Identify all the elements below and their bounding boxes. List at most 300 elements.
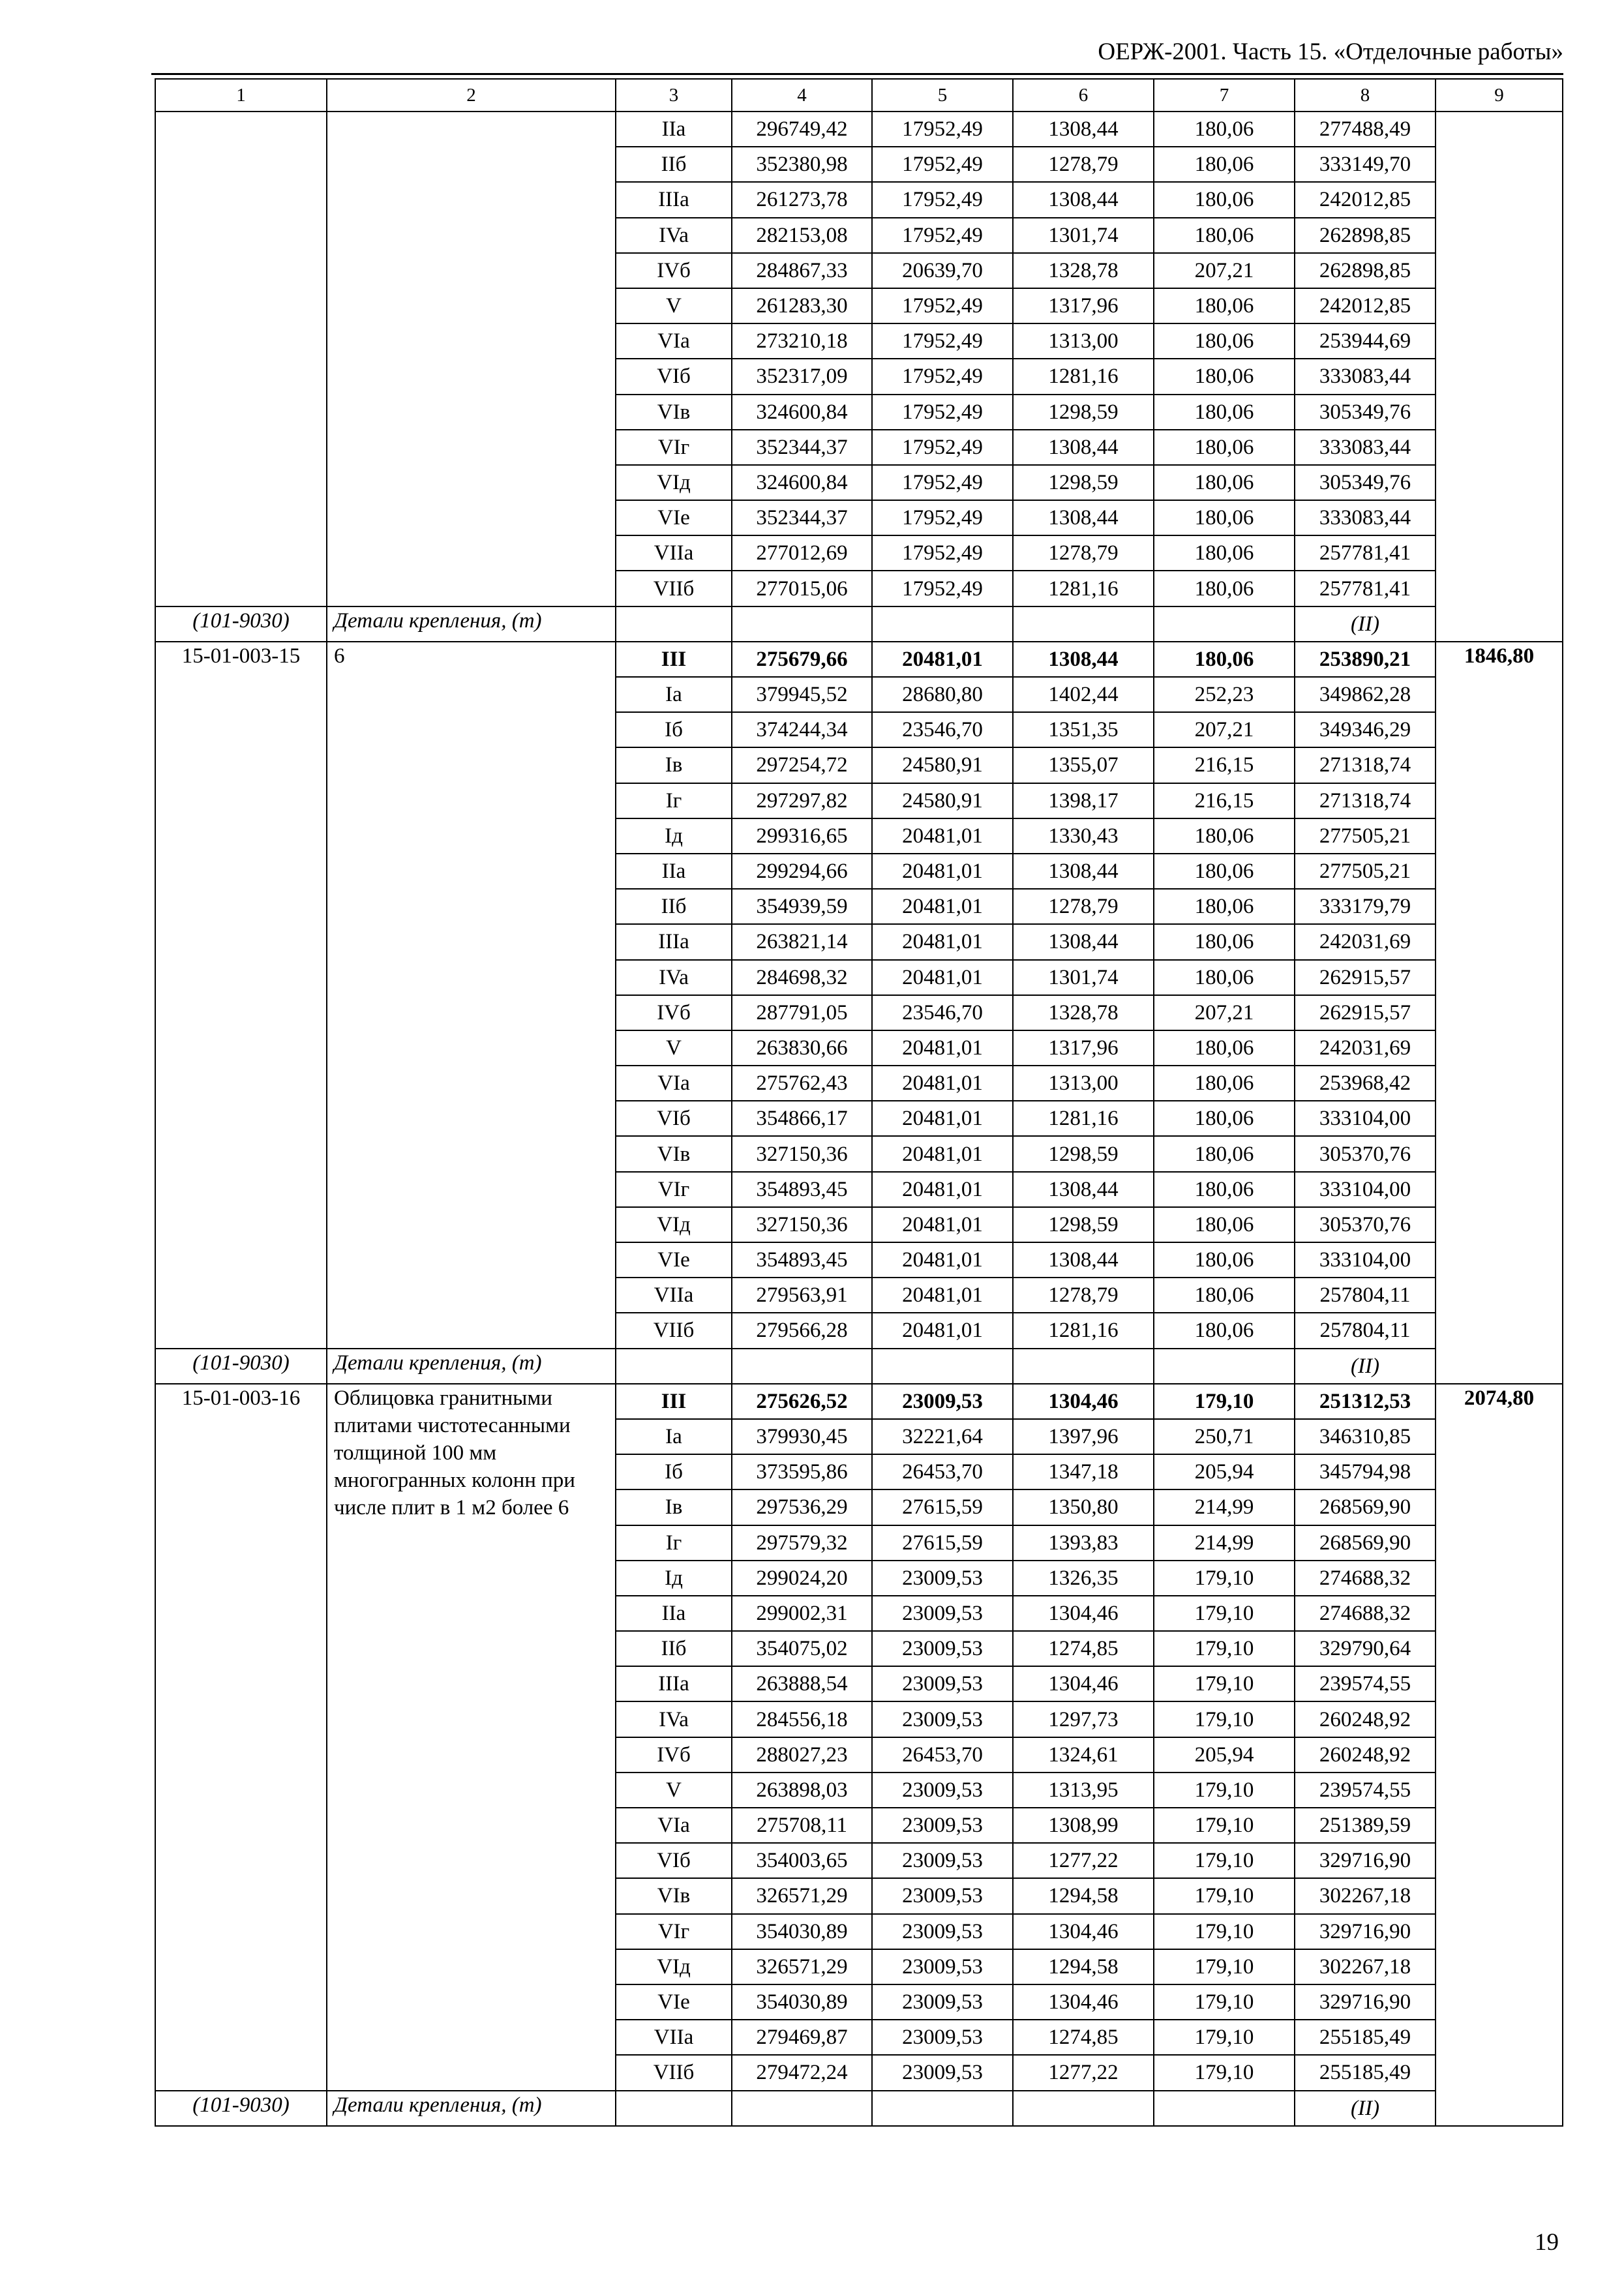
wages: 26453,70 (872, 1737, 1013, 1773)
machine-operation: 1308,44 (1013, 182, 1154, 217)
machine-operation: 1402,44 (1013, 677, 1154, 712)
machinist-wages: 207,21 (1154, 253, 1295, 288)
machinist-wages: 180,06 (1154, 535, 1295, 571)
total-cost: 282153,08 (732, 218, 872, 253)
machine-operation: 1304,46 (1013, 1596, 1154, 1631)
machinist-wages: 180,06 (1154, 1066, 1295, 1101)
total-cost: 354075,02 (732, 1631, 872, 1666)
total-cost: 324600,84 (732, 395, 872, 430)
wages: 20481,01 (872, 642, 1013, 677)
empty-cell (616, 2091, 732, 2126)
zone-code: VIб (616, 1101, 732, 1136)
machinist-wages: 179,10 (1154, 1666, 1295, 1701)
machine-operation: 1355,07 (1013, 747, 1154, 783)
zone-code: VIв (616, 1136, 732, 1171)
total-cost: 288027,23 (732, 1737, 872, 1773)
wages: 23009,53 (872, 1808, 1013, 1843)
wages: 17952,49 (872, 323, 1013, 359)
zone-code: VIIa (616, 1278, 732, 1313)
materials-cost: 333104,00 (1295, 1101, 1436, 1136)
resource-note (1295, 606, 1436, 642)
wages: 17952,49 (872, 359, 1013, 394)
wages: 20481,01 (872, 1030, 1013, 1066)
resource-note-text: (II) (1351, 1354, 1379, 1378)
materials-cost: 305349,76 (1295, 395, 1436, 430)
total-cost: 354030,89 (732, 1914, 872, 1949)
machinist-wages: 180,06 (1154, 218, 1295, 253)
wages: 24580,91 (872, 783, 1013, 818)
work-description: 6 (334, 644, 345, 668)
machinist-wages: 205,94 (1154, 1737, 1295, 1773)
zone-code: VIIб (616, 1313, 732, 1348)
total-cost: 275762,43 (732, 1066, 872, 1101)
total-cost: 352344,37 (732, 500, 872, 535)
zone-code: IIIa (616, 182, 732, 217)
page-number: 19 (1535, 2229, 1559, 2256)
wages: 17952,49 (872, 500, 1013, 535)
materials-cost: 349346,29 (1295, 712, 1436, 747)
total-cost: 277015,06 (732, 571, 872, 606)
resource-note (1295, 2091, 1436, 2126)
zone-code: VIa (616, 323, 732, 359)
resource-description (327, 606, 616, 642)
zone-code: IVб (616, 253, 732, 288)
zone-code: IVб (616, 995, 732, 1030)
zone-code: V (616, 1773, 732, 1808)
materials-cost: 271318,74 (1295, 783, 1436, 818)
materials-cost: 257781,41 (1295, 571, 1436, 606)
wages: 17952,49 (872, 465, 1013, 500)
machinist-wages: 180,06 (1154, 571, 1295, 606)
total-cost: 284698,32 (732, 960, 872, 995)
work-description-cell (327, 1384, 616, 2091)
wages: 23546,70 (872, 995, 1013, 1030)
wages: 20481,01 (872, 924, 1013, 959)
machine-operation: 1304,46 (1013, 1914, 1154, 1949)
machinist-wages: 180,06 (1154, 395, 1295, 430)
zone-code: IVa (616, 218, 732, 253)
column-header: 2 (327, 79, 616, 112)
materials-cost: 253968,42 (1295, 1066, 1436, 1101)
materials-cost: 262915,57 (1295, 995, 1436, 1030)
machinist-wages: 180,06 (1154, 359, 1295, 394)
materials-cost: 242012,85 (1295, 182, 1436, 217)
machinist-wages: 180,06 (1154, 1172, 1295, 1207)
work-description: Облицовка гранитными плитами чистотесанными толщиной 100 мм многогранных колонн при числе плит в 1 м2 более 6 (334, 1386, 575, 1519)
zone-code: III (616, 1384, 732, 1419)
total-cost: 275679,66 (732, 642, 872, 677)
total-cost: 352380,98 (732, 147, 872, 182)
total-cost: 277012,69 (732, 535, 872, 571)
machine-operation: 1304,46 (1013, 1384, 1154, 1419)
materials-cost: 262898,85 (1295, 253, 1436, 288)
zone-code: IIIa (616, 924, 732, 959)
rates-table (155, 78, 1563, 2127)
zone-code: VIб (616, 1843, 732, 1878)
empty-cell (872, 606, 1013, 642)
materials-cost: 274688,32 (1295, 1596, 1436, 1631)
zone-code: VIв (616, 395, 732, 430)
wages: 17952,49 (872, 395, 1013, 430)
wages: 23009,53 (872, 1949, 1013, 1984)
machine-operation: 1328,78 (1013, 995, 1154, 1030)
empty-cell (616, 606, 732, 642)
total-cost: 261273,78 (732, 182, 872, 217)
zone-code: V (616, 288, 732, 323)
table-row (155, 112, 1563, 147)
machine-operation: 1278,79 (1013, 147, 1154, 182)
wages: 28680,80 (872, 677, 1013, 712)
column-header: 4 (732, 79, 872, 112)
machinist-wages: 179,10 (1154, 1701, 1295, 1737)
zone-code: VIIб (616, 571, 732, 606)
machine-operation: 1281,16 (1013, 1101, 1154, 1136)
resource-code (155, 2091, 327, 2126)
empty-cell (1154, 2091, 1295, 2126)
resource-description-text: Детали крепления, (т) (334, 1351, 542, 1375)
labor-cost-cell (1436, 1384, 1563, 2126)
wages: 23546,70 (872, 712, 1013, 747)
wages: 20639,70 (872, 253, 1013, 288)
empty-cell (732, 1349, 872, 1384)
resource-code (155, 1349, 327, 1384)
machine-operation: 1304,46 (1013, 1666, 1154, 1701)
wages: 20481,01 (872, 1207, 1013, 1242)
total-cost: 354893,45 (732, 1242, 872, 1278)
resource-code-text: (101-9030) (192, 2093, 290, 2117)
machine-operation: 1308,44 (1013, 854, 1154, 889)
wages: 20481,01 (872, 960, 1013, 995)
materials-cost: 277505,21 (1295, 854, 1436, 889)
column-header: 6 (1013, 79, 1154, 112)
machinist-wages: 179,10 (1154, 1773, 1295, 1808)
machine-operation: 1274,85 (1013, 2020, 1154, 2055)
wages: 17952,49 (872, 288, 1013, 323)
total-cost: 299294,66 (732, 854, 872, 889)
machinist-wages: 180,06 (1154, 500, 1295, 535)
total-cost: 379945,52 (732, 677, 872, 712)
wages: 20481,01 (872, 1136, 1013, 1171)
materials-cost: 333179,79 (1295, 889, 1436, 924)
zone-code: IIб (616, 1631, 732, 1666)
total-cost: 297536,29 (732, 1489, 872, 1525)
machine-operation: 1313,00 (1013, 1066, 1154, 1101)
total-cost: 379930,45 (732, 1419, 872, 1454)
zone-code: V (616, 1030, 732, 1066)
machine-operation: 1277,22 (1013, 2055, 1154, 2090)
total-cost: 354893,45 (732, 1172, 872, 1207)
machinist-wages: 179,10 (1154, 1984, 1295, 2020)
total-cost: 299002,31 (732, 1596, 872, 1631)
machine-operation: 1281,16 (1013, 1313, 1154, 1348)
table-row (155, 606, 1563, 642)
machinist-wages: 180,06 (1154, 1207, 1295, 1242)
total-cost: 324600,84 (732, 465, 872, 500)
materials-cost: 277488,49 (1295, 112, 1436, 147)
machine-operation: 1308,44 (1013, 924, 1154, 959)
machinist-wages: 180,06 (1154, 112, 1295, 147)
total-cost: 279472,24 (732, 2055, 872, 2090)
total-cost: 263898,03 (732, 1773, 872, 1808)
machine-operation: 1324,61 (1013, 1737, 1154, 1773)
resource-note (1295, 1349, 1436, 1384)
empty-cell (1013, 606, 1154, 642)
total-cost: 352344,37 (732, 430, 872, 465)
wages: 23009,53 (872, 1843, 1013, 1878)
wages: 20481,01 (872, 818, 1013, 854)
zone-code: VIe (616, 1984, 732, 2020)
machinist-wages: 214,99 (1154, 1525, 1295, 1561)
machine-operation: 1281,16 (1013, 359, 1154, 394)
total-cost: 273210,18 (732, 323, 872, 359)
machine-operation: 1281,16 (1013, 571, 1154, 606)
resource-description (327, 1349, 616, 1384)
wages: 23009,53 (872, 1878, 1013, 1913)
materials-cost: 329716,90 (1295, 1914, 1436, 1949)
machinist-wages: 180,06 (1154, 889, 1295, 924)
empty-cell (872, 2091, 1013, 2126)
machinist-wages: 180,06 (1154, 1313, 1295, 1348)
wages: 20481,01 (872, 1101, 1013, 1136)
table-row (155, 2091, 1563, 2126)
machine-operation: 1274,85 (1013, 1631, 1154, 1666)
total-cost: 354866,17 (732, 1101, 872, 1136)
materials-cost: 333083,44 (1295, 500, 1436, 535)
wages: 26453,70 (872, 1454, 1013, 1489)
wages: 17952,49 (872, 571, 1013, 606)
machine-operation: 1393,83 (1013, 1525, 1154, 1561)
work-description-cell (327, 112, 616, 606)
machinist-wages: 180,06 (1154, 854, 1295, 889)
machinist-wages: 180,06 (1154, 960, 1295, 995)
machine-operation: 1308,99 (1013, 1808, 1154, 1843)
machinist-wages: 179,10 (1154, 1808, 1295, 1843)
zone-code: VIв (616, 1878, 732, 1913)
machinist-wages: 207,21 (1154, 712, 1295, 747)
wages: 17952,49 (872, 430, 1013, 465)
resource-note-text: (II) (1351, 612, 1379, 636)
materials-cost: 255185,49 (1295, 2055, 1436, 2090)
materials-cost: 333104,00 (1295, 1172, 1436, 1207)
machine-operation: 1294,58 (1013, 1878, 1154, 1913)
wages: 23009,53 (872, 1666, 1013, 1701)
machinist-wages: 250,71 (1154, 1419, 1295, 1454)
machine-operation: 1350,80 (1013, 1489, 1154, 1525)
machinist-wages: 180,06 (1154, 465, 1295, 500)
resource-code-text: (101-9030) (192, 608, 290, 633)
zone-code: VIб (616, 359, 732, 394)
materials-cost: 262915,57 (1295, 960, 1436, 995)
machinist-wages: 180,06 (1154, 1278, 1295, 1313)
resource-description-text: Детали крепления, (т) (334, 2093, 542, 2117)
table-row (155, 1349, 1563, 1384)
wages: 20481,01 (872, 1172, 1013, 1207)
resource-note-text: (II) (1351, 2096, 1379, 2120)
total-cost: 373595,86 (732, 1454, 872, 1489)
materials-cost: 305370,76 (1295, 1136, 1436, 1171)
column-header: 1 (155, 79, 327, 112)
machinist-wages: 179,10 (1154, 1949, 1295, 1984)
zone-code: Iб (616, 712, 732, 747)
wages: 20481,01 (872, 889, 1013, 924)
column-number-row (155, 79, 1563, 112)
total-cost: 279563,91 (732, 1278, 872, 1313)
machinist-wages: 180,06 (1154, 642, 1295, 677)
column-header: 9 (1436, 79, 1563, 112)
total-cost: 275708,11 (732, 1808, 872, 1843)
column-header: 5 (872, 79, 1013, 112)
materials-cost: 239574,55 (1295, 1666, 1436, 1701)
machinist-wages: 252,23 (1154, 677, 1295, 712)
total-cost: 261283,30 (732, 288, 872, 323)
materials-cost: 302267,18 (1295, 1949, 1436, 1984)
machine-operation: 1398,17 (1013, 783, 1154, 818)
zone-code: VIIa (616, 2020, 732, 2055)
machinist-wages: 179,10 (1154, 1596, 1295, 1631)
total-cost: 352317,09 (732, 359, 872, 394)
machine-operation: 1278,79 (1013, 535, 1154, 571)
machinist-wages: 180,06 (1154, 818, 1295, 854)
zone-code: Iд (616, 1561, 732, 1596)
machinist-wages: 180,06 (1154, 430, 1295, 465)
materials-cost: 268569,90 (1295, 1525, 1436, 1561)
machinist-wages: 180,06 (1154, 147, 1295, 182)
zone-code: VIe (616, 500, 732, 535)
total-cost: 297254,72 (732, 747, 872, 783)
wages: 17952,49 (872, 218, 1013, 253)
wages: 23009,53 (872, 1984, 1013, 2020)
zone-code: VIд (616, 1949, 732, 1984)
empty-cell (1013, 1349, 1154, 1384)
machinist-wages: 216,15 (1154, 747, 1295, 783)
materials-cost: 274688,32 (1295, 1561, 1436, 1596)
wages: 23009,53 (872, 1701, 1013, 1737)
wages: 23009,53 (872, 2055, 1013, 2090)
machinist-wages: 180,06 (1154, 323, 1295, 359)
materials-cost: 333083,44 (1295, 430, 1436, 465)
machine-operation: 1317,96 (1013, 288, 1154, 323)
wages: 27615,59 (872, 1489, 1013, 1525)
materials-cost: 333149,70 (1295, 147, 1436, 182)
machine-operation: 1277,22 (1013, 1843, 1154, 1878)
materials-cost: 349862,28 (1295, 677, 1436, 712)
zone-code: VIe (616, 1242, 732, 1278)
labor-cost-cell (1436, 112, 1563, 642)
materials-cost: 257804,11 (1295, 1313, 1436, 1348)
machine-operation: 1308,44 (1013, 430, 1154, 465)
rate-code-cell (155, 112, 327, 606)
header-rule (151, 73, 1563, 75)
page-header-title: ОЕРЖ-2001. Часть 15. «Отделочные работы» (1098, 38, 1563, 65)
total-cost: 297297,82 (732, 783, 872, 818)
zone-code: VIд (616, 1207, 732, 1242)
zone-code: IVб (616, 1737, 732, 1773)
machinist-wages: 179,10 (1154, 1561, 1295, 1596)
materials-cost: 271318,74 (1295, 747, 1436, 783)
machinist-wages: 179,10 (1154, 2020, 1295, 2055)
materials-cost: 329790,64 (1295, 1631, 1436, 1666)
wages: 23009,53 (872, 1631, 1013, 1666)
wages: 23009,53 (872, 2020, 1013, 2055)
machine-operation: 1278,79 (1013, 889, 1154, 924)
rate-code-cell (155, 642, 327, 1349)
zone-code: IIб (616, 889, 732, 924)
materials-cost: 255185,49 (1295, 2020, 1436, 2055)
zone-code: IIa (616, 112, 732, 147)
table-row (155, 642, 1563, 677)
machine-operation: 1298,59 (1013, 1207, 1154, 1242)
column-header: 8 (1295, 79, 1436, 112)
total-cost: 284556,18 (732, 1701, 872, 1737)
materials-cost: 239574,55 (1295, 1773, 1436, 1808)
machine-operation: 1313,00 (1013, 323, 1154, 359)
materials-cost: 260248,92 (1295, 1701, 1436, 1737)
zone-code: Iг (616, 783, 732, 818)
machine-operation: 1308,44 (1013, 500, 1154, 535)
machinist-wages: 207,21 (1154, 995, 1295, 1030)
wages: 20481,01 (872, 1313, 1013, 1348)
materials-cost: 333083,44 (1295, 359, 1436, 394)
machine-operation: 1317,96 (1013, 1030, 1154, 1066)
machinist-wages: 179,10 (1154, 1384, 1295, 1419)
resource-description-text: Детали крепления, (т) (334, 608, 542, 633)
wages: 17952,49 (872, 147, 1013, 182)
wages: 17952,49 (872, 112, 1013, 147)
total-cost: 354003,65 (732, 1843, 872, 1878)
materials-cost: 268569,90 (1295, 1489, 1436, 1525)
wages: 27615,59 (872, 1525, 1013, 1561)
zone-code: VIa (616, 1066, 732, 1101)
rate-code: 15-01-003-15 (181, 644, 301, 668)
zone-code: VIг (616, 1172, 732, 1207)
total-cost: 279469,87 (732, 2020, 872, 2055)
materials-cost: 346310,85 (1295, 1419, 1436, 1454)
total-cost: 287791,05 (732, 995, 872, 1030)
zone-code: Iг (616, 1525, 732, 1561)
zone-code: VIд (616, 465, 732, 500)
machinist-wages: 179,10 (1154, 2055, 1295, 2090)
machine-operation: 1328,78 (1013, 253, 1154, 288)
zone-code: Iв (616, 747, 732, 783)
empty-cell (1154, 606, 1295, 642)
zone-code: Iв (616, 1489, 732, 1525)
labor-cost-cell (1436, 642, 1563, 1384)
wages: 17952,49 (872, 535, 1013, 571)
resource-description (327, 2091, 616, 2126)
empty-cell (732, 2091, 872, 2126)
labor-cost-value: 1846,80 (1464, 644, 1535, 668)
wages: 23009,53 (872, 1384, 1013, 1419)
labor-cost-value: 2074,80 (1464, 1386, 1535, 1410)
machine-operation: 1347,18 (1013, 1454, 1154, 1489)
materials-cost: 277505,21 (1295, 818, 1436, 854)
materials-cost: 251312,53 (1295, 1384, 1436, 1419)
wages: 20481,01 (872, 1242, 1013, 1278)
zone-code: IIa (616, 1596, 732, 1631)
total-cost: 326571,29 (732, 1878, 872, 1913)
total-cost: 326571,29 (732, 1949, 872, 1984)
machine-operation: 1330,43 (1013, 818, 1154, 854)
zone-code: IIIa (616, 1666, 732, 1701)
empty-cell (732, 606, 872, 642)
total-cost: 299316,65 (732, 818, 872, 854)
machine-operation: 1294,58 (1013, 1949, 1154, 1984)
machinist-wages: 180,06 (1154, 1101, 1295, 1136)
zone-code: Iд (616, 818, 732, 854)
machinist-wages: 180,06 (1154, 182, 1295, 217)
total-cost: 299024,20 (732, 1561, 872, 1596)
machinist-wages: 179,10 (1154, 1878, 1295, 1913)
